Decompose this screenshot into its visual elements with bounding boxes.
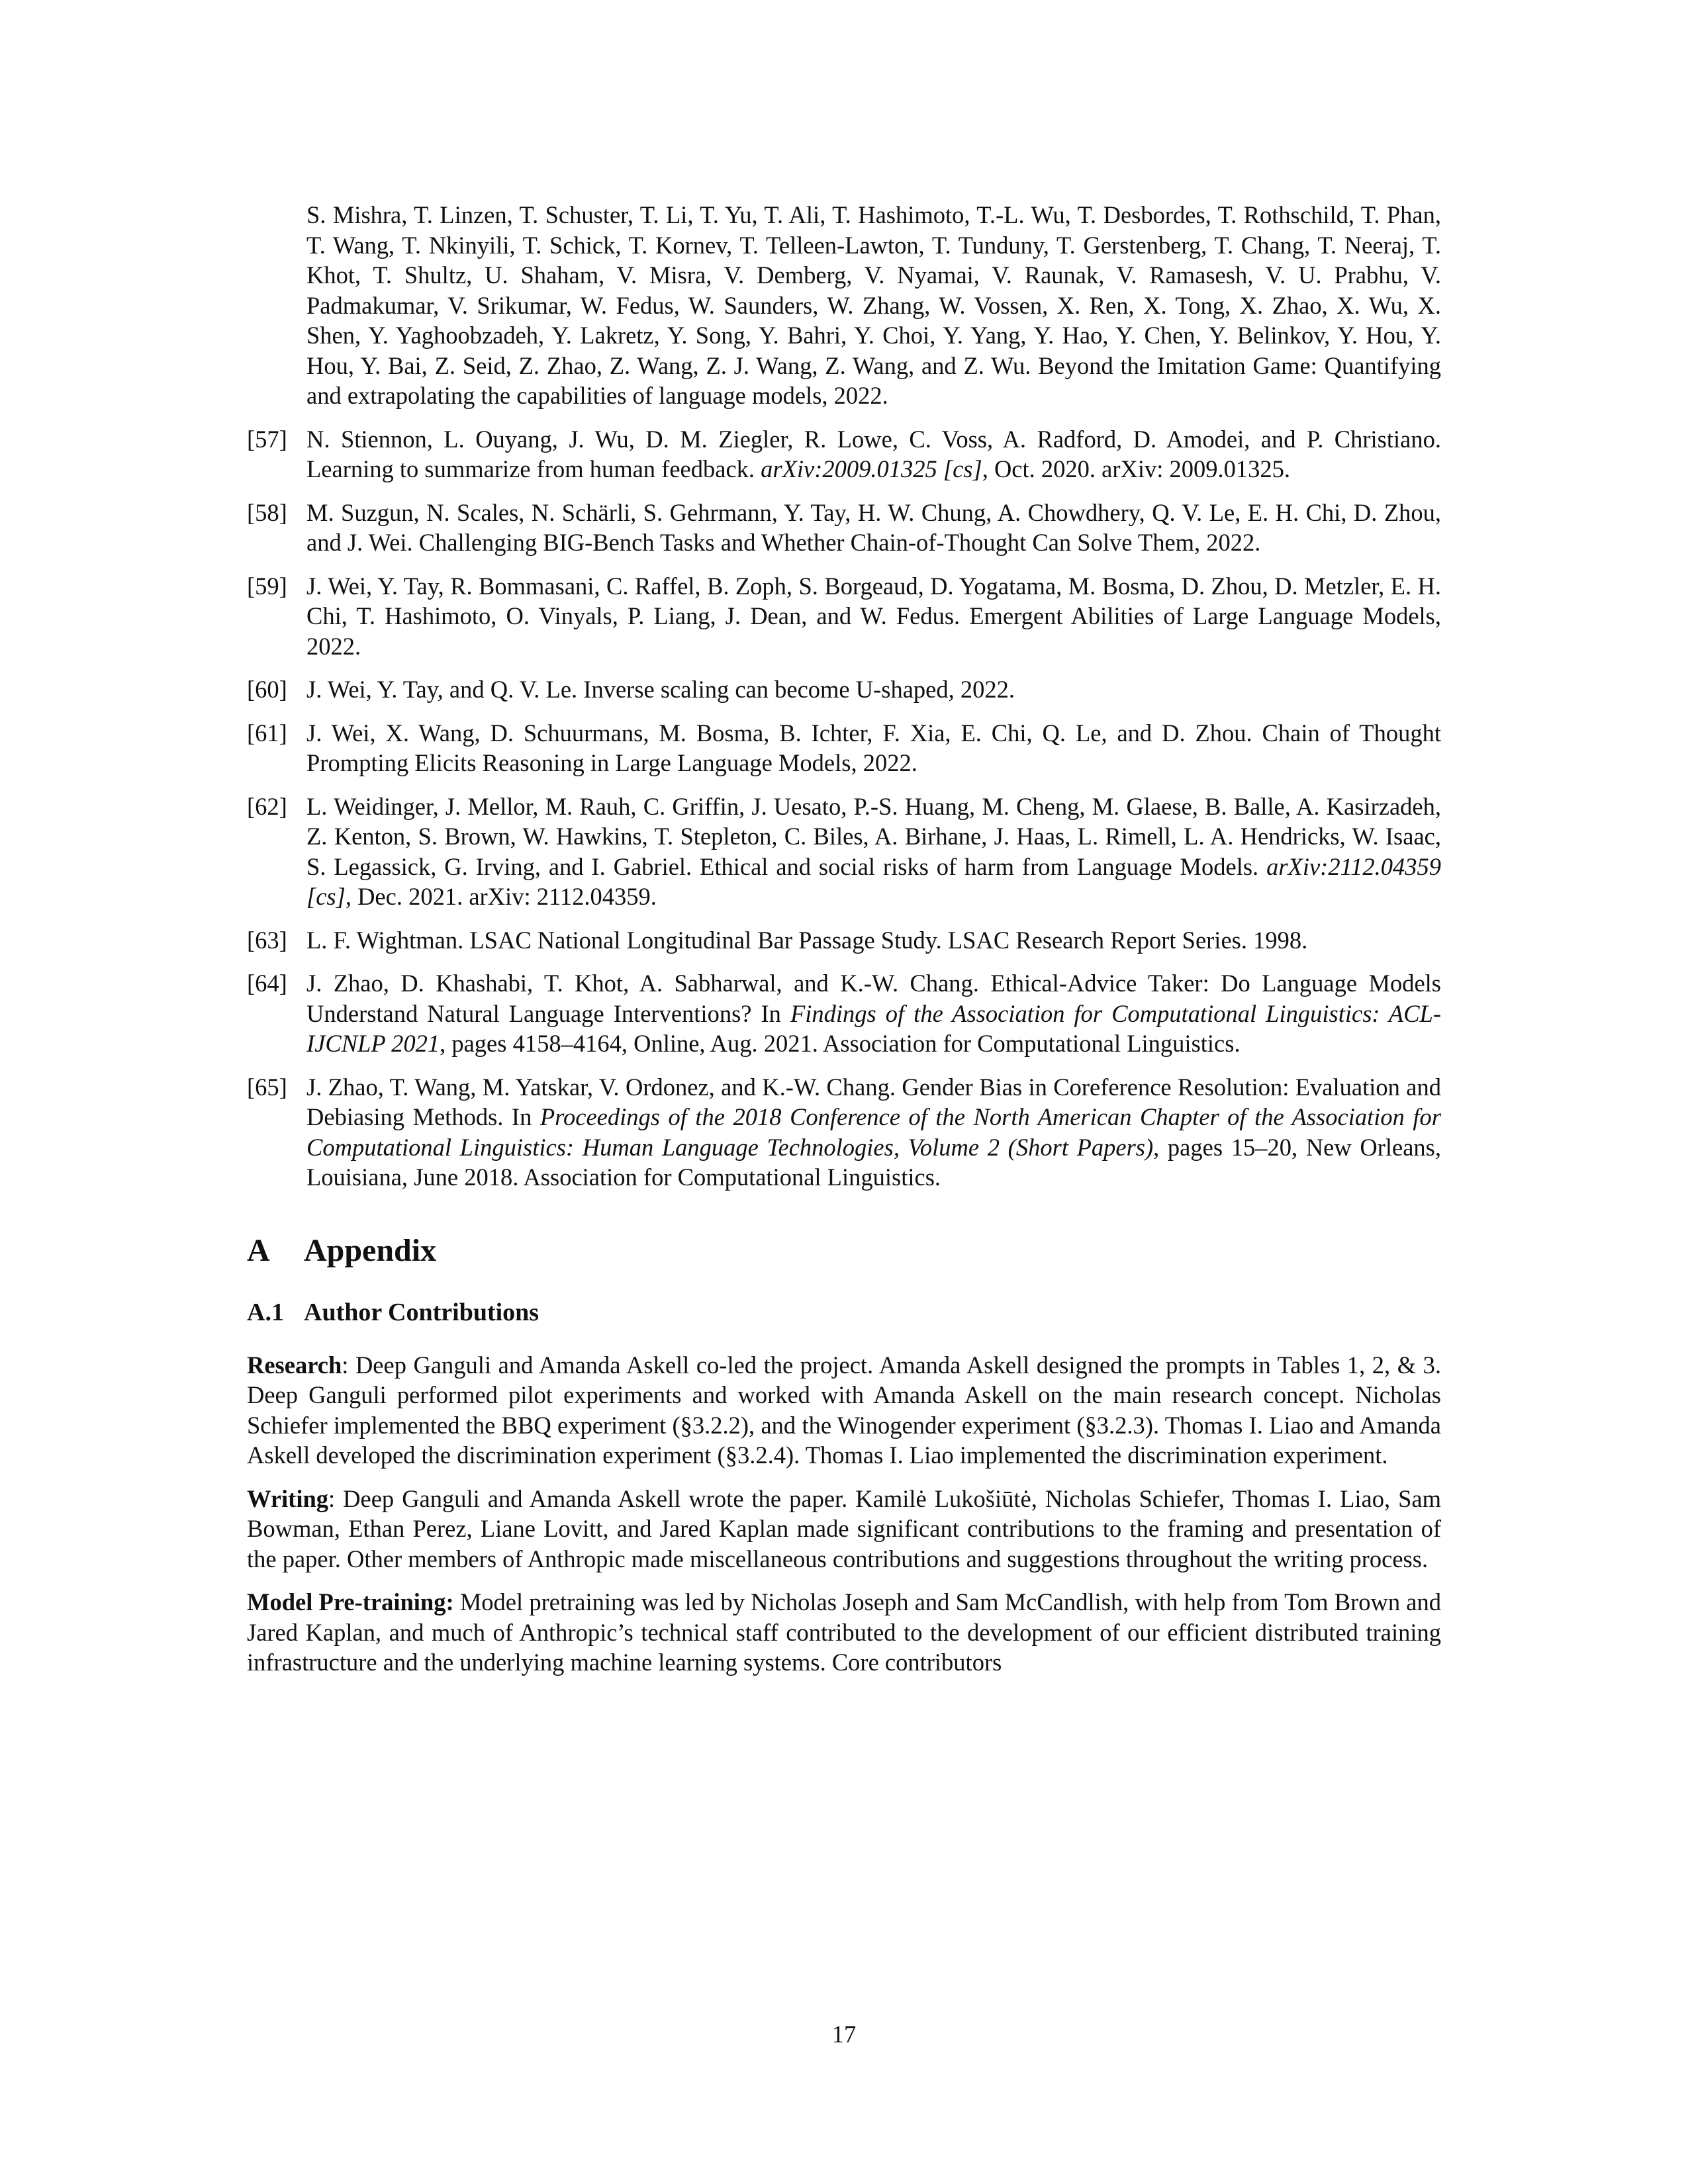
page-content (247, 200, 1441, 1691)
reference-venue: arXiv:2009.01325 [cs] (761, 455, 982, 482)
subsection-title: Author Contributions (304, 1298, 539, 1326)
reference-number: [65] (247, 1073, 287, 1101)
paragraph-writing (247, 1484, 1441, 1574)
reference-56-continued (247, 200, 1441, 411)
reference-number: [58] (247, 498, 287, 526)
reference-number: [59] (247, 572, 287, 600)
reference-number: [57] (247, 425, 287, 453)
reference-58 (247, 498, 1441, 558)
reference-text: L. Weidinger, J. Mellor, M. Rauh, C. Griffin, J. Uesato, P.-S. Huang, M. Cheng, M. Glaese, B. Balle, A. Kasirzadeh, Z. Kenton, S. Brown, W. Hawkins, T. Stepleton, C. Biles, A. Birhane, J. Haas, L. Rimell, L. A. Hendricks, W. Isaac, S. Legassick, G. Irving, and I. Gabriel. Ethical and social risks of harm from Language Models. (306, 792, 1441, 880)
reference-65 (247, 1072, 1441, 1193)
reference-64 (247, 968, 1441, 1059)
author-contributions-heading (247, 1297, 1441, 1328)
reference-number: [61] (247, 719, 287, 747)
paragraph-model-pretraining (247, 1587, 1441, 1678)
paragraph-label: Research (247, 1351, 342, 1379)
paragraph-text: Model pretraining was led by Nicholas Joseph and Sam McCandlish, with help from Tom Brown and Jared Kaplan, and much of Anthropic’s technical staff contributed to the development of our efficient distributed training infrastructure and the underlying machine learning systems. Core contributors (247, 1588, 1441, 1676)
page-number: 17 (831, 2021, 857, 2048)
paragraph-text: : Deep Ganguli and Amanda Askell co-led the project. Amanda Askell designed the prompts in Tables 1, 2, & 3. Deep Ganguli performed pilot experiments and worked with Amanda Askell on the main research concept. Nicholas Schiefer implemented the BBQ experiment (§3.2.2), and the Winogender experiment (§3.2.3). Thomas I. Liao and Amanda Askell developed the discrimination experiment (§3.2.4). Thomas I. Liao implemented the discrimination experiment. (247, 1351, 1441, 1469)
reference-number: [63] (247, 926, 287, 954)
reference-text: L. F. Wightman. LSAC National Longitudinal Bar Passage Study. LSAC Research Report Series. 1998. (306, 926, 1308, 954)
reference-text-end: , Oct. 2020. arXiv: 2009.01325. (982, 455, 1291, 482)
reference-text: J. Wei, X. Wang, D. Schuurmans, M. Bosma, B. Ichter, F. Xia, E. Chi, Q. Le, and D. Zhou. Chain of Thought Prompting Elicits Reasoning in Large Language Models, 2022. (306, 719, 1441, 776)
reference-text: J. Wei, Y. Tay, and Q. V. Le. Inverse scaling can become U-shaped, 2022. (306, 676, 1015, 703)
reference-text-end: , Dec. 2021. arXiv: 2112.04359. (345, 883, 657, 910)
reference-number: [64] (247, 970, 287, 997)
reference-number: [62] (247, 792, 287, 820)
reference-text: N. Stiennon, L. Ouyang, J. Wu, D. M. Ziegler, R. Lowe, C. Voss, A. Radford, D. Amodei, and P. Christiano. Learning to summarize from human feedback. (306, 425, 1441, 482)
section-number: A (247, 1232, 270, 1268)
reference-text: J. Zhao, D. Khashabi, T. Khot, A. Sabharwal, and K.-W. Chang. Ethical-Advice Taker: Do Language Models Understand Natural Language Interventions? In (306, 970, 1441, 1027)
paragraph-label: Writing (247, 1484, 329, 1512)
reference-venue: arXiv:2112.04359 [cs] (306, 852, 1441, 910)
paragraph-research (247, 1350, 1441, 1471)
reference-text: M. Suzgun, N. Scales, N. Schärli, S. Gehrmann, Y. Tay, H. W. Chung, A. Chowdhery, Q. V. Le, E. H. Chi, D. Zhou, and J. Wei. Challenging BIG-Bench Tasks and Whether Chain-of-Thought Can Solve Them, 2022. (306, 498, 1441, 556)
reference-60 (247, 674, 1441, 705)
reference-text-end: , pages 15–20, New Orleans, Louisiana, June 2018. Association for Computational Linguistics. (306, 1133, 1441, 1191)
reference-venue: Findings of the Association for Computational Linguistics: ACL-IJCNLP 2021 (306, 999, 1442, 1057)
reference-venue: Proceedings of the 2018 Conference of the North American Chapter of the Association for Computational Linguistics: Human Language Technologies, Volume 2 (Short Papers) (306, 1103, 1442, 1161)
subsection-number: A.1 (247, 1298, 284, 1326)
paragraph-text: : Deep Ganguli and Amanda Askell wrote the paper. Kamilė Lukošiūtė, Nicholas Schiefer, Thomas I. Liao, Sam Bowman, Ethan Perez, Liane Lovitt, and Jared Kaplan made significant contributions to the framing and presentation of the paper. Other members of Anthropic made miscellaneous contributions and suggestions throughout the writing process. (247, 1484, 1441, 1572)
reference-62 (247, 792, 1441, 912)
reference-text: J. Wei, Y. Tay, R. Bommasani, C. Raffel, B. Zoph, S. Borgeaud, D. Yogatama, M. Bosma, D. Zhou, D. Metzler, E. H. Chi, T. Hashimoto, O. Vinyals, P. Liang, J. Dean, and W. Fedus. Emergent Abilities of Large Language Models, 2022. (306, 572, 1441, 660)
reference-text: S. Mishra, T. Linzen, T. Schuster, T. Li, T. Yu, T. Ali, T. Hashimoto, T.-L. Wu, T. Desbordes, T. Rothschild, T. Phan, T. Wang, T. Nkinyili, T. Schick, T. Kornev, T. Telleen-Lawton, T. Tunduny, T. Gerstenberg, T. Chang, T. Neeraj, T. Khot, T. Shultz, U. Shaham, V. Misra, V. Demberg, V. Nyamai, V. Raunak, V. Ramasesh, V. U. Prabhu, V. Padmakumar, V. Srikumar, W. Fedus, W. Saunders, W. Zhang, W. Vossen, X. Ren, X. Tong, X. Zhao, X. Wu, X. Shen, Y. Yaghoobzadeh, Y. Lakretz, Y. Song, Y. Bahri, Y. Choi, Y. Yang, Y. Hao, Y. Chen, Y. Belinkov, Y. Hou, Y. Hou, Y. Bai, Z. Seid, Z. Zhao, Z. Wang, Z. J. Wang, Z. Wang, and Z. Wu. Beyond the Imitation Game: Quantifying and extrapolating the capabilities of language models, 2022. (306, 201, 1441, 409)
reference-59 (247, 571, 1441, 662)
reference-text: J. Zhao, T. Wang, M. Yatskar, V. Ordonez, and K.-W. Chang. Gender Bias in Coreference Resolution: Evaluation and Debiasing Methods. In (306, 1073, 1441, 1130)
reference-61 (247, 718, 1441, 778)
section-title: Appendix (304, 1232, 437, 1268)
appendix-heading (247, 1232, 1441, 1269)
reference-number: [60] (247, 676, 287, 703)
paragraph-label: Model Pre-training: (247, 1588, 454, 1615)
reference-text-end: , pages 4158–4164, Online, Aug. 2021. Association for Computational Linguistics. (440, 1030, 1241, 1057)
reference-57 (247, 424, 1441, 484)
reference-63 (247, 925, 1441, 956)
